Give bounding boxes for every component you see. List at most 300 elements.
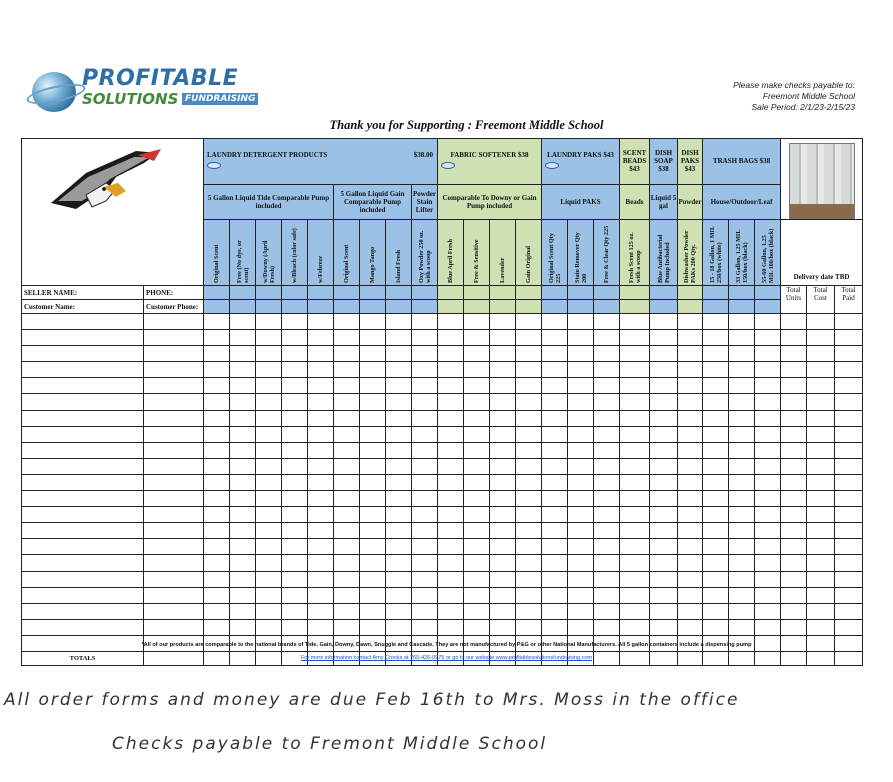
quantity-cell[interactable] — [807, 314, 835, 330]
quantity-cell[interactable] — [256, 587, 282, 603]
quantity-cell[interactable] — [412, 555, 438, 571]
quantity-cell[interactable] — [835, 378, 863, 394]
quantity-cell[interactable] — [282, 362, 308, 378]
quantity-cell[interactable] — [650, 474, 678, 490]
quantity-cell[interactable] — [282, 539, 308, 555]
quantity-cell[interactable] — [230, 346, 256, 362]
quantity-cell[interactable] — [256, 394, 282, 410]
quantity-cell[interactable] — [256, 330, 282, 346]
customer-name-cell[interactable] — [22, 362, 144, 378]
quantity-cell[interactable] — [781, 523, 807, 539]
quantity-cell[interactable] — [729, 491, 755, 507]
quantity-cell[interactable] — [807, 394, 835, 410]
quantity-cell[interactable] — [542, 346, 568, 362]
quantity-cell[interactable] — [282, 571, 308, 587]
quantity-cell[interactable] — [729, 330, 755, 346]
quantity-cell[interactable] — [594, 587, 620, 603]
quantity-cell[interactable] — [516, 619, 542, 635]
quantity-cell[interactable] — [282, 619, 308, 635]
quantity-cell[interactable] — [568, 587, 594, 603]
customer-name-cell[interactable] — [22, 314, 144, 330]
quantity-cell[interactable] — [386, 539, 412, 555]
quantity-cell[interactable] — [650, 378, 678, 394]
quantity-cell[interactable] — [650, 555, 678, 571]
customer-phone-cell[interactable] — [144, 603, 204, 619]
quantity-cell[interactable] — [412, 442, 438, 458]
customer-phone-cell[interactable] — [144, 539, 204, 555]
quantity-cell[interactable] — [755, 378, 781, 394]
quantity-cell[interactable] — [490, 458, 516, 474]
quantity-cell[interactable] — [568, 555, 594, 571]
quantity-cell[interactable] — [204, 378, 230, 394]
customer-name-cell[interactable] — [22, 491, 144, 507]
quantity-cell[interactable] — [755, 523, 781, 539]
quantity-cell[interactable] — [334, 362, 360, 378]
quantity-cell[interactable] — [678, 555, 703, 571]
customer-name-cell[interactable] — [22, 474, 144, 490]
quantity-cell[interactable] — [755, 571, 781, 587]
quantity-cell[interactable] — [412, 523, 438, 539]
customer-phone-cell[interactable] — [144, 507, 204, 523]
quantity-cell[interactable] — [256, 491, 282, 507]
quantity-cell[interactable] — [308, 619, 334, 635]
quantity-cell[interactable] — [308, 571, 334, 587]
quantity-cell[interactable] — [256, 410, 282, 426]
quantity-cell[interactable] — [230, 378, 256, 394]
quantity-cell[interactable] — [516, 378, 542, 394]
customer-phone-cell[interactable] — [144, 555, 204, 571]
quantity-cell[interactable] — [835, 555, 863, 571]
quantity-cell[interactable] — [703, 539, 729, 555]
quantity-cell[interactable] — [650, 426, 678, 442]
quantity-cell[interactable] — [386, 442, 412, 458]
quantity-cell[interactable] — [386, 507, 412, 523]
customer-phone-cell[interactable] — [144, 362, 204, 378]
quantity-cell[interactable] — [360, 410, 386, 426]
quantity-cell[interactable] — [360, 442, 386, 458]
quantity-cell[interactable] — [256, 619, 282, 635]
quantity-cell[interactable] — [516, 458, 542, 474]
quantity-cell[interactable] — [807, 362, 835, 378]
quantity-cell[interactable] — [464, 330, 490, 346]
customer-phone-cell[interactable] — [144, 426, 204, 442]
quantity-cell[interactable] — [620, 555, 650, 571]
quantity-cell[interactable] — [755, 394, 781, 410]
quantity-cell[interactable] — [568, 442, 594, 458]
quantity-cell[interactable] — [650, 458, 678, 474]
quantity-cell[interactable] — [282, 378, 308, 394]
quantity-cell[interactable] — [282, 346, 308, 362]
quantity-cell[interactable] — [282, 314, 308, 330]
quantity-cell[interactable] — [386, 346, 412, 362]
quantity-cell[interactable] — [835, 410, 863, 426]
quantity-cell[interactable] — [230, 458, 256, 474]
quantity-cell[interactable] — [204, 426, 230, 442]
quantity-cell[interactable] — [620, 474, 650, 490]
quantity-cell[interactable] — [542, 491, 568, 507]
quantity-cell[interactable] — [678, 507, 703, 523]
quantity-cell[interactable] — [542, 362, 568, 378]
quantity-cell[interactable] — [386, 394, 412, 410]
quantity-cell[interactable] — [282, 603, 308, 619]
quantity-cell[interactable] — [807, 491, 835, 507]
quantity-cell[interactable] — [308, 539, 334, 555]
quantity-cell[interactable] — [568, 426, 594, 442]
quantity-cell[interactable] — [594, 330, 620, 346]
quantity-cell[interactable] — [464, 523, 490, 539]
quantity-cell[interactable] — [438, 603, 464, 619]
quantity-cell[interactable] — [308, 587, 334, 603]
quantity-cell[interactable] — [386, 314, 412, 330]
customer-name-cell[interactable] — [22, 410, 144, 426]
quantity-cell[interactable] — [568, 394, 594, 410]
quantity-cell[interactable] — [781, 458, 807, 474]
quantity-cell[interactable] — [204, 619, 230, 635]
quantity-cell[interactable] — [334, 619, 360, 635]
quantity-cell[interactable] — [230, 362, 256, 378]
quantity-cell[interactable] — [516, 394, 542, 410]
quantity-cell[interactable] — [516, 330, 542, 346]
quantity-cell[interactable] — [542, 314, 568, 330]
quantity-cell[interactable] — [755, 474, 781, 490]
quantity-cell[interactable] — [230, 555, 256, 571]
quantity-cell[interactable] — [729, 619, 755, 635]
quantity-cell[interactable] — [386, 571, 412, 587]
quantity-cell[interactable] — [412, 330, 438, 346]
quantity-cell[interactable] — [650, 346, 678, 362]
quantity-cell[interactable] — [282, 426, 308, 442]
quantity-cell[interactable] — [230, 571, 256, 587]
quantity-cell[interactable] — [755, 603, 781, 619]
quantity-cell[interactable] — [204, 394, 230, 410]
quantity-cell[interactable] — [594, 426, 620, 442]
quantity-cell[interactable] — [542, 507, 568, 523]
quantity-cell[interactable] — [464, 571, 490, 587]
quantity-cell[interactable] — [807, 410, 835, 426]
quantity-cell[interactable] — [204, 507, 230, 523]
quantity-cell[interactable] — [490, 555, 516, 571]
quantity-cell[interactable] — [678, 410, 703, 426]
customer-name-cell[interactable] — [22, 330, 144, 346]
quantity-cell[interactable] — [334, 587, 360, 603]
quantity-cell[interactable] — [678, 378, 703, 394]
quantity-cell[interactable] — [334, 394, 360, 410]
quantity-cell[interactable] — [490, 507, 516, 523]
quantity-cell[interactable] — [256, 346, 282, 362]
quantity-cell[interactable] — [835, 426, 863, 442]
quantity-cell[interactable] — [807, 378, 835, 394]
quantity-cell[interactable] — [650, 394, 678, 410]
quantity-cell[interactable] — [729, 394, 755, 410]
quantity-cell[interactable] — [650, 587, 678, 603]
quantity-cell[interactable] — [282, 491, 308, 507]
customer-phone-cell[interactable] — [144, 587, 204, 603]
quantity-cell[interactable] — [650, 619, 678, 635]
quantity-cell[interactable] — [568, 314, 594, 330]
quantity-cell[interactable] — [490, 362, 516, 378]
quantity-cell[interactable] — [542, 619, 568, 635]
quantity-cell[interactable] — [204, 474, 230, 490]
quantity-cell[interactable] — [568, 378, 594, 394]
quantity-cell[interactable] — [412, 603, 438, 619]
quantity-cell[interactable] — [835, 619, 863, 635]
quantity-cell[interactable] — [438, 491, 464, 507]
quantity-cell[interactable] — [650, 330, 678, 346]
quantity-cell[interactable] — [386, 410, 412, 426]
quantity-cell[interactable] — [412, 619, 438, 635]
quantity-cell[interactable] — [755, 619, 781, 635]
quantity-cell[interactable] — [282, 474, 308, 490]
quantity-cell[interactable] — [729, 410, 755, 426]
quantity-cell[interactable] — [204, 458, 230, 474]
quantity-cell[interactable] — [256, 378, 282, 394]
quantity-cell[interactable] — [650, 539, 678, 555]
quantity-cell[interactable] — [781, 507, 807, 523]
quantity-cell[interactable] — [308, 378, 334, 394]
quantity-cell[interactable] — [594, 571, 620, 587]
quantity-cell[interactable] — [230, 539, 256, 555]
quantity-cell[interactable] — [204, 491, 230, 507]
quantity-cell[interactable] — [807, 330, 835, 346]
quantity-cell[interactable] — [594, 507, 620, 523]
quantity-cell[interactable] — [755, 507, 781, 523]
quantity-cell[interactable] — [781, 603, 807, 619]
quantity-cell[interactable] — [334, 571, 360, 587]
quantity-cell[interactable] — [386, 378, 412, 394]
quantity-cell[interactable] — [729, 539, 755, 555]
quantity-cell[interactable] — [412, 507, 438, 523]
quantity-cell[interactable] — [620, 442, 650, 458]
customer-phone-cell[interactable] — [144, 394, 204, 410]
quantity-cell[interactable] — [386, 603, 412, 619]
quantity-cell[interactable] — [334, 603, 360, 619]
quantity-cell[interactable] — [412, 394, 438, 410]
customer-name-cell[interactable] — [22, 619, 144, 635]
quantity-cell[interactable] — [729, 507, 755, 523]
quantity-cell[interactable] — [807, 587, 835, 603]
quantity-cell[interactable] — [650, 603, 678, 619]
customer-name-cell[interactable] — [22, 378, 144, 394]
quantity-cell[interactable] — [678, 571, 703, 587]
quantity-cell[interactable] — [516, 523, 542, 539]
quantity-cell[interactable] — [230, 442, 256, 458]
customer-phone-cell[interactable] — [144, 314, 204, 330]
quantity-cell[interactable] — [755, 410, 781, 426]
quantity-cell[interactable] — [568, 410, 594, 426]
quantity-cell[interactable] — [360, 394, 386, 410]
quantity-cell[interactable] — [230, 587, 256, 603]
quantity-cell[interactable] — [256, 507, 282, 523]
customer-name-cell[interactable] — [22, 539, 144, 555]
customer-phone-cell[interactable] — [144, 378, 204, 394]
quantity-cell[interactable] — [781, 314, 807, 330]
quantity-cell[interactable] — [650, 523, 678, 539]
quantity-cell[interactable] — [490, 474, 516, 490]
quantity-cell[interactable] — [490, 523, 516, 539]
quantity-cell[interactable] — [620, 619, 650, 635]
quantity-cell[interactable] — [464, 362, 490, 378]
quantity-cell[interactable] — [568, 491, 594, 507]
quantity-cell[interactable] — [835, 330, 863, 346]
quantity-cell[interactable] — [620, 491, 650, 507]
quantity-cell[interactable] — [204, 330, 230, 346]
quantity-cell[interactable] — [594, 442, 620, 458]
quantity-cell[interactable] — [650, 442, 678, 458]
quantity-cell[interactable] — [755, 555, 781, 571]
quantity-cell[interactable] — [230, 394, 256, 410]
quantity-cell[interactable] — [678, 314, 703, 330]
quantity-cell[interactable] — [516, 442, 542, 458]
quantity-cell[interactable] — [282, 555, 308, 571]
quantity-cell[interactable] — [256, 523, 282, 539]
quantity-cell[interactable] — [360, 378, 386, 394]
quantity-cell[interactable] — [204, 346, 230, 362]
quantity-cell[interactable] — [835, 491, 863, 507]
quantity-cell[interactable] — [282, 330, 308, 346]
customer-phone-cell[interactable] — [144, 346, 204, 362]
quantity-cell[interactable] — [542, 571, 568, 587]
quantity-cell[interactable] — [542, 555, 568, 571]
quantity-cell[interactable] — [360, 603, 386, 619]
quantity-cell[interactable] — [781, 571, 807, 587]
quantity-cell[interactable] — [464, 442, 490, 458]
quantity-cell[interactable] — [230, 491, 256, 507]
quantity-cell[interactable] — [781, 426, 807, 442]
quantity-cell[interactable] — [204, 442, 230, 458]
quantity-cell[interactable] — [568, 523, 594, 539]
quantity-cell[interactable] — [412, 346, 438, 362]
quantity-cell[interactable] — [360, 346, 386, 362]
quantity-cell[interactable] — [360, 587, 386, 603]
quantity-cell[interactable] — [620, 587, 650, 603]
quantity-cell[interactable] — [308, 314, 334, 330]
quantity-cell[interactable] — [755, 314, 781, 330]
quantity-cell[interactable] — [703, 362, 729, 378]
quantity-cell[interactable] — [650, 410, 678, 426]
quantity-cell[interactable] — [568, 362, 594, 378]
quantity-cell[interactable] — [308, 394, 334, 410]
quantity-cell[interactable] — [516, 603, 542, 619]
quantity-cell[interactable] — [490, 426, 516, 442]
quantity-cell[interactable] — [542, 394, 568, 410]
quantity-cell[interactable] — [204, 314, 230, 330]
quantity-cell[interactable] — [620, 410, 650, 426]
quantity-cell[interactable] — [594, 394, 620, 410]
quantity-cell[interactable] — [542, 458, 568, 474]
quantity-cell[interactable] — [490, 378, 516, 394]
quantity-cell[interactable] — [807, 442, 835, 458]
customer-name-cell[interactable] — [22, 587, 144, 603]
quantity-cell[interactable] — [334, 474, 360, 490]
quantity-cell[interactable] — [256, 362, 282, 378]
quantity-cell[interactable] — [594, 378, 620, 394]
quantity-cell[interactable] — [835, 523, 863, 539]
quantity-cell[interactable] — [490, 539, 516, 555]
quantity-cell[interactable] — [256, 555, 282, 571]
quantity-cell[interactable] — [438, 507, 464, 523]
quantity-cell[interactable] — [490, 314, 516, 330]
quantity-cell[interactable] — [386, 491, 412, 507]
quantity-cell[interactable] — [650, 314, 678, 330]
quantity-cell[interactable] — [678, 619, 703, 635]
quantity-cell[interactable] — [334, 507, 360, 523]
quantity-cell[interactable] — [230, 330, 256, 346]
quantity-cell[interactable] — [490, 330, 516, 346]
quantity-cell[interactable] — [282, 507, 308, 523]
quantity-cell[interactable] — [204, 555, 230, 571]
quantity-cell[interactable] — [650, 491, 678, 507]
quantity-cell[interactable] — [360, 362, 386, 378]
quantity-cell[interactable] — [412, 410, 438, 426]
quantity-cell[interactable] — [542, 426, 568, 442]
quantity-cell[interactable] — [490, 571, 516, 587]
customer-phone-cell[interactable] — [144, 523, 204, 539]
quantity-cell[interactable] — [516, 571, 542, 587]
quantity-cell[interactable] — [835, 474, 863, 490]
quantity-cell[interactable] — [781, 442, 807, 458]
quantity-cell[interactable] — [703, 442, 729, 458]
quantity-cell[interactable] — [282, 442, 308, 458]
quantity-cell[interactable] — [308, 330, 334, 346]
quantity-cell[interactable] — [438, 394, 464, 410]
quantity-cell[interactable] — [516, 507, 542, 523]
quantity-cell[interactable] — [490, 619, 516, 635]
quantity-cell[interactable] — [516, 362, 542, 378]
quantity-cell[interactable] — [755, 442, 781, 458]
quantity-cell[interactable] — [594, 619, 620, 635]
quantity-cell[interactable] — [678, 330, 703, 346]
quantity-cell[interactable] — [835, 507, 863, 523]
quantity-cell[interactable] — [204, 523, 230, 539]
quantity-cell[interactable] — [703, 507, 729, 523]
quantity-cell[interactable] — [464, 426, 490, 442]
quantity-cell[interactable] — [781, 378, 807, 394]
quantity-cell[interactable] — [620, 603, 650, 619]
quantity-cell[interactable] — [386, 619, 412, 635]
quantity-cell[interactable] — [256, 603, 282, 619]
quantity-cell[interactable] — [256, 458, 282, 474]
quantity-cell[interactable] — [703, 458, 729, 474]
quantity-cell[interactable] — [542, 523, 568, 539]
quantity-cell[interactable] — [835, 603, 863, 619]
quantity-cell[interactable] — [386, 474, 412, 490]
quantity-cell[interactable] — [438, 314, 464, 330]
quantity-cell[interactable] — [729, 523, 755, 539]
quantity-cell[interactable] — [755, 346, 781, 362]
quantity-cell[interactable] — [835, 587, 863, 603]
quantity-cell[interactable] — [334, 314, 360, 330]
quantity-cell[interactable] — [807, 346, 835, 362]
quantity-cell[interactable] — [807, 474, 835, 490]
quantity-cell[interactable] — [516, 587, 542, 603]
quantity-cell[interactable] — [230, 507, 256, 523]
quantity-cell[interactable] — [620, 458, 650, 474]
quantity-cell[interactable] — [650, 507, 678, 523]
quantity-cell[interactable] — [308, 458, 334, 474]
quantity-cell[interactable] — [438, 474, 464, 490]
quantity-cell[interactable] — [516, 539, 542, 555]
quantity-cell[interactable] — [678, 587, 703, 603]
quantity-cell[interactable] — [360, 330, 386, 346]
quantity-cell[interactable] — [755, 458, 781, 474]
customer-name-cell[interactable] — [22, 442, 144, 458]
quantity-cell[interactable] — [438, 362, 464, 378]
quantity-cell[interactable] — [650, 362, 678, 378]
quantity-cell[interactable] — [412, 314, 438, 330]
quantity-cell[interactable] — [703, 571, 729, 587]
quantity-cell[interactable] — [568, 474, 594, 490]
quantity-cell[interactable] — [230, 426, 256, 442]
